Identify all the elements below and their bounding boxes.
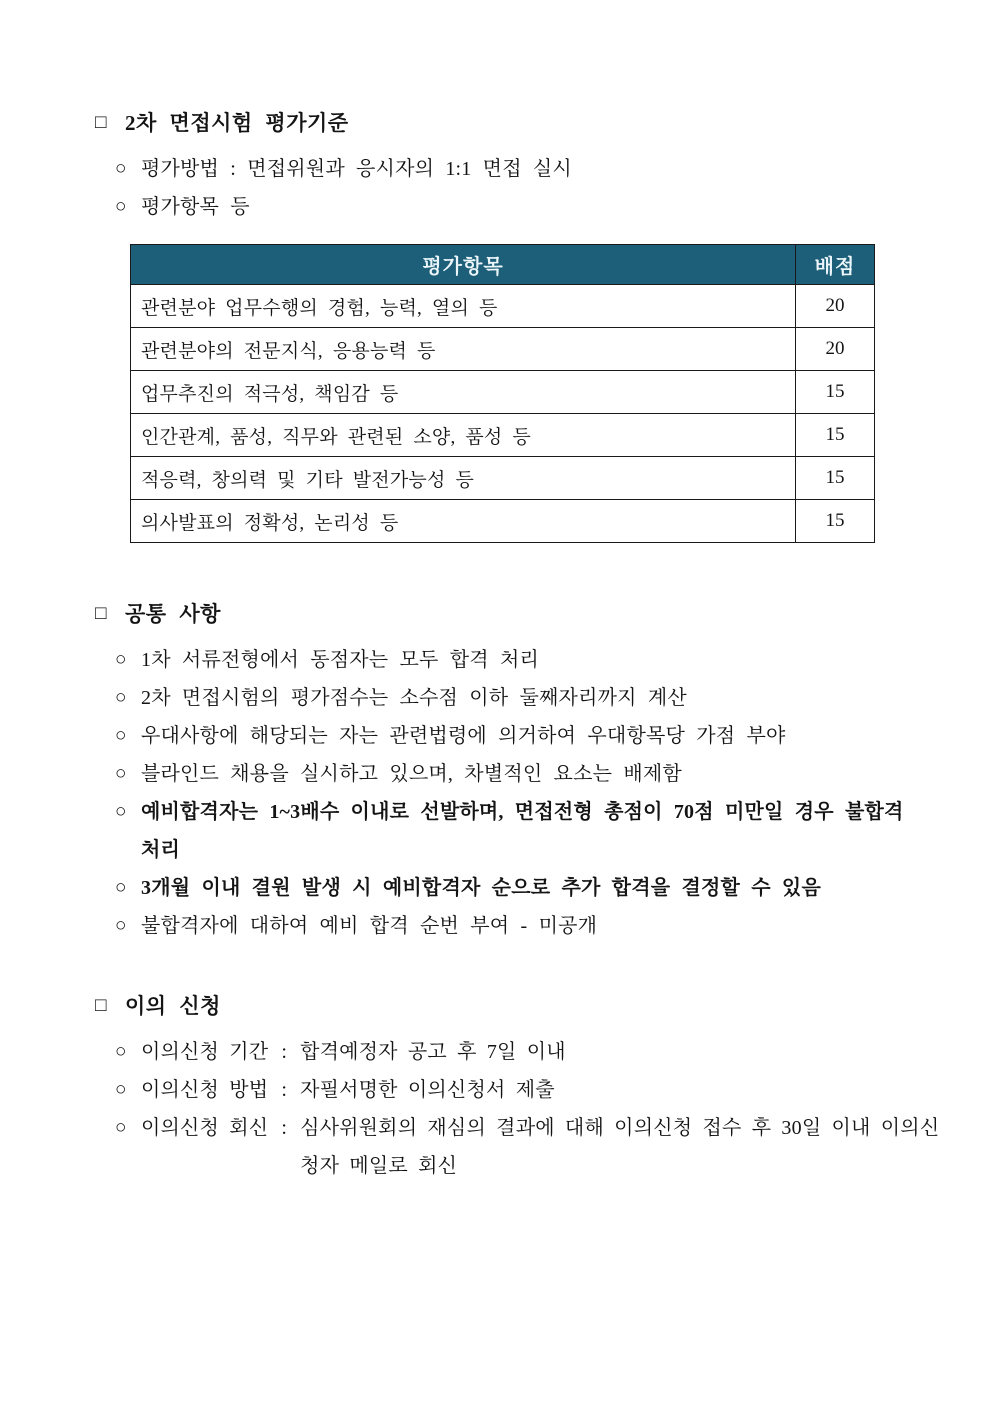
bullet-objection-method [115,1071,940,1109]
bullet-list [95,1033,940,1185]
bullet-text: 불합격자에 대하여 예비 합격 순번 부여 - 미공개 [141,915,598,937]
bullet-objection-period [115,1033,940,1071]
circle-bullet-icon: ○ [115,763,127,784]
circle-bullet-icon: ○ [115,915,127,936]
section-objection [95,991,940,1185]
circle-bullet-icon: ○ [115,687,127,708]
section-title-text: 이의 신청 [125,994,221,1018]
bullet-preference-points [115,717,940,755]
circle-bullet-icon: ○ [115,725,127,746]
table-header-score: 배점 [796,245,875,285]
square-bullet-icon: □ [95,995,107,1016]
circle-bullet-icon: ○ [115,801,127,822]
bullet-list [95,150,940,226]
document-content [95,108,940,1185]
evaluation-table [130,244,875,543]
table-header-item: 평가항목 [131,245,796,285]
objection-value: 합격예정자 공고 후 7일 이내 [300,1041,566,1063]
bullet-score-decimal [115,679,940,717]
bullet-text: 예비합격자는 1~3배수 이내로 선발하며, 면접전형 총점이 70점 미만일 경우 불합격 처리 [141,801,904,861]
bullet-text: 우대사항에 해당되는 자는 관련법령에 의거하여 우대항목당 가점 부야 [141,725,786,747]
bullet-eval-method [115,150,940,188]
section-title-common-notes [95,599,940,629]
circle-bullet-icon: ○ [115,649,127,670]
bullet-reserve-candidates [115,793,940,869]
circle-bullet-icon: ○ [115,877,127,898]
colon-separator: : [281,1079,288,1101]
circle-bullet-icon: ○ [115,1041,127,1062]
bullet-eval-items [115,188,940,226]
section-common-notes [95,599,940,945]
item-cell: 업무추진의 적극성, 책임감 등 [131,371,796,414]
section-title-objection [95,991,940,1021]
table-row [131,457,875,500]
section-title-text: 2차 면접시험 평가기준 [125,111,349,135]
score-cell: 20 [796,285,875,328]
item-cell: 인간관계, 품성, 직무와 관련된 소양, 품성 등 [131,414,796,457]
table-row [131,285,875,328]
table-row [131,371,875,414]
colon-separator: : [281,1041,288,1063]
score-cell: 15 [796,457,875,500]
bullet-objection-reply [115,1109,940,1185]
objection-label: 이의신청 회신 [141,1117,269,1139]
score-cell: 15 [796,371,875,414]
score-cell: 20 [796,328,875,371]
objection-value: 자필서명한 이의신청서 제출 [300,1079,555,1101]
bullet-text: 평가항목 등 [141,196,250,218]
bullet-list [95,641,940,945]
square-bullet-icon: □ [95,112,107,133]
table-row [131,414,875,457]
score-cell: 15 [796,414,875,457]
table-header-row [131,245,875,285]
bullet-rank-private [115,907,940,945]
item-cell: 관련분야 업무수행의 경험, 능력, 열의 등 [131,285,796,328]
bullet-vacancy-3months [115,869,940,907]
section-title-text: 공통 사항 [125,602,221,626]
section-interview-criteria [95,108,940,543]
table-row [131,500,875,543]
score-cell: 15 [796,500,875,543]
circle-bullet-icon: ○ [115,1117,127,1138]
colon-separator: : [281,1117,288,1139]
table-row [131,328,875,371]
objection-label: 이의신청 방법 [141,1079,269,1101]
bullet-text: 1차 서류전형에서 동점자는 모두 합격 처리 [141,649,540,671]
objection-label: 이의신청 기간 [141,1041,269,1063]
circle-bullet-icon: ○ [115,196,127,217]
bullet-text: 블라인드 채용을 실시하고 있으며, 차별적인 요소는 배제함 [141,763,682,785]
square-bullet-icon: □ [95,603,107,624]
section-title-interview-criteria [95,108,940,138]
circle-bullet-icon: ○ [115,1079,127,1100]
bullet-tie-pass [115,641,940,679]
circle-bullet-icon: ○ [115,158,127,179]
bullet-blind-hiring [115,755,940,793]
bullet-text: 3개월 이내 결원 발생 시 예비합격자 순으로 추가 합격을 결정할 수 있음 [141,877,821,899]
objection-value: 심사위원회의 재심의 결과에 대해 이의신청 접수 후 30일 이내 이의신청자 메일로 회신 [300,1117,940,1177]
bullet-text: 평가방법 : 면접위원과 응시자의 1:1 면접 실시 [141,158,572,180]
item-cell: 의사발표의 정확성, 논리성 등 [131,500,796,543]
item-cell: 적응력, 창의력 및 기타 발전가능성 등 [131,457,796,500]
item-cell: 관련분야의 전문지식, 응용능력 등 [131,328,796,371]
bullet-text: 2차 면접시험의 평가점수는 소수점 이하 둘째자리까지 계산 [141,687,687,709]
